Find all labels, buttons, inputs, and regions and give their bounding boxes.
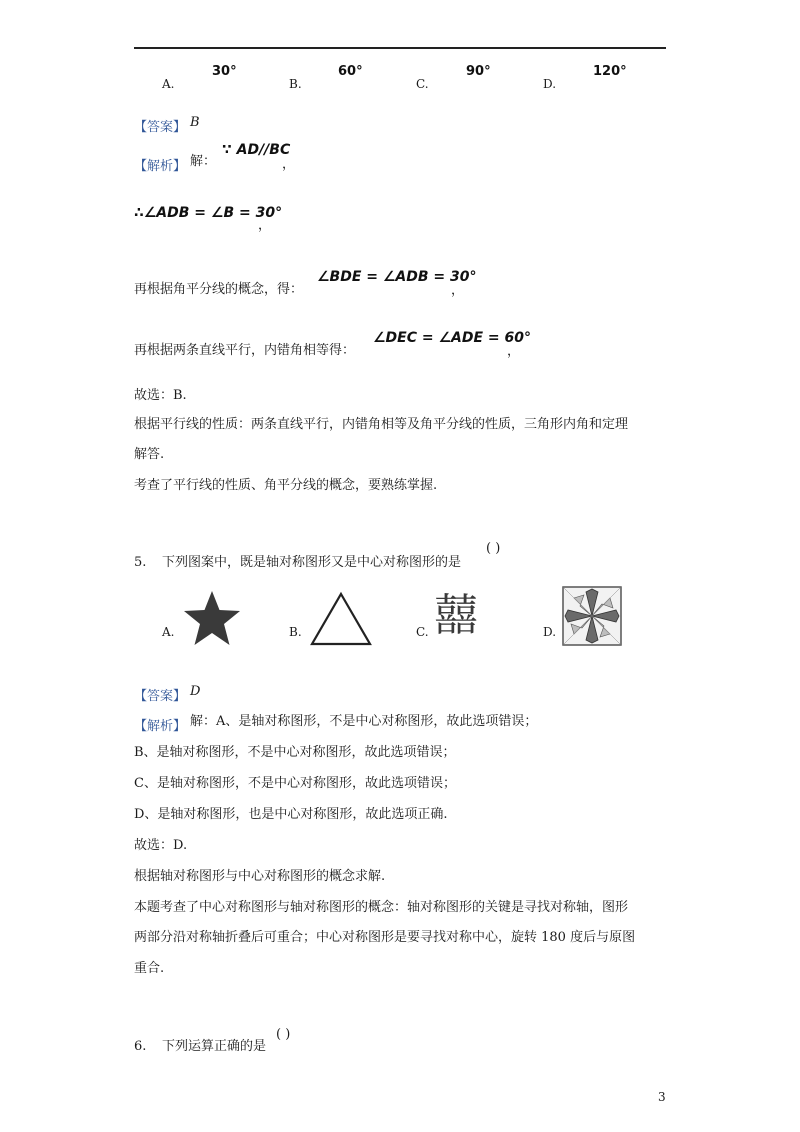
q4-summary-2: 考查了平行线的性质、角平分线的概念，要熟练掌握. <box>134 478 438 493</box>
triangle-figure <box>309 591 373 647</box>
q4-line4-end: ， <box>507 344 521 359</box>
q4-choice: 故选：B. <box>134 388 187 403</box>
q5-analysis-tag: 【解析】 <box>134 719 187 734</box>
q4-line2-math: ∴∠ADB = ∠B = 30° <box>134 205 283 221</box>
q5-analysis-line2: B、是轴对称图形，不是中心对称图形，故此选项错误； <box>134 745 456 760</box>
q5-analysis-line1: 解：A、是轴对称图形，不是中心对称图形，故此选项错误； <box>190 714 538 729</box>
pinwheel-square-figure <box>562 586 622 646</box>
q4-summary-1a: 根据平行线的性质：两条直线平行，内错角相等及角平分线的性质，三角形内角和定理 <box>134 417 629 432</box>
q5-review-3: 重合. <box>134 961 165 976</box>
q4-option-b-letter: B. <box>289 77 302 91</box>
q5-option-d-letter: D. <box>543 625 557 639</box>
double-happiness-figure: 囍 <box>434 590 478 641</box>
q5-answer-value: D <box>190 684 201 699</box>
star-figure <box>182 589 242 647</box>
q5-review-1: 本题考查了中心对称图形与轴对称图形的概念：轴对称图形的关键是寻找对称轴，图形 <box>134 900 629 915</box>
page-number: 3 <box>658 1090 666 1104</box>
q5-paren: ( ) <box>486 541 501 556</box>
q4-line4-text: 再根据两条直线平行，内错角相等得： <box>134 343 356 358</box>
q4-line3-text: 再根据角平分线的概念，得： <box>134 282 304 297</box>
q4-option-a-value: 30° <box>212 64 237 79</box>
q4-answer-value: B <box>190 115 200 130</box>
q6-number: 6. <box>134 1039 147 1054</box>
q4-answer-tag: 【答案】 <box>134 120 187 135</box>
q4-option-a-letter: A. <box>162 77 175 91</box>
q5-analysis-line4: D、是轴对称图形，也是中心对称图形，故此选项正确. <box>134 807 448 822</box>
q4-option-b-value: 60° <box>338 64 363 79</box>
q5-choice: 故选：D. <box>134 838 188 853</box>
q4-option-d-letter: D. <box>543 77 557 91</box>
q4-line4-math: ∠DEC = ∠ADE = 60° <box>373 330 532 346</box>
q4-option-c-letter: C. <box>416 77 429 91</box>
q4-option-c-value: 90° <box>466 64 491 79</box>
q5-review-2: 两部分沿对称轴折叠后可重合；中心对称图形是要寻找对称中心，旋转 180 度后与原图 <box>134 930 636 945</box>
q4-line3-math: ∠BDE = ∠ADB = 30° <box>317 269 477 285</box>
q5-option-b-letter: B. <box>289 625 302 639</box>
top-rule <box>134 47 666 49</box>
q5-number: 5. <box>134 555 147 570</box>
q4-option-d-value: 120° <box>593 64 627 79</box>
q4-line1-end: ， <box>282 157 296 172</box>
q4-analysis-tag: 【解析】 <box>134 159 187 174</box>
q5-stem: 下列图案中，既是轴对称图形又是中心对称图形的是 <box>162 555 462 570</box>
q4-analysis-intro: 解： <box>190 154 217 169</box>
q4-line2-end: ， <box>258 218 272 233</box>
q5-answer-tag: 【答案】 <box>134 689 187 704</box>
q5-basis: 根据轴对称图形与中心对称图形的概念求解. <box>134 869 386 884</box>
q6-stem: 下列运算正确的是 <box>162 1039 267 1054</box>
q6-paren: ( ) <box>276 1027 291 1042</box>
q5-option-c-letter: C. <box>416 625 429 639</box>
q5-analysis-line3: C、是轴对称图形，不是中心对称图形，故此选项错误； <box>134 776 456 791</box>
q4-line1-math: ∵ AD//BC <box>222 142 291 158</box>
q4-line3-end: ， <box>451 283 465 298</box>
q5-option-a-letter: A. <box>162 625 175 639</box>
q4-summary-1b: 解答. <box>134 447 165 462</box>
